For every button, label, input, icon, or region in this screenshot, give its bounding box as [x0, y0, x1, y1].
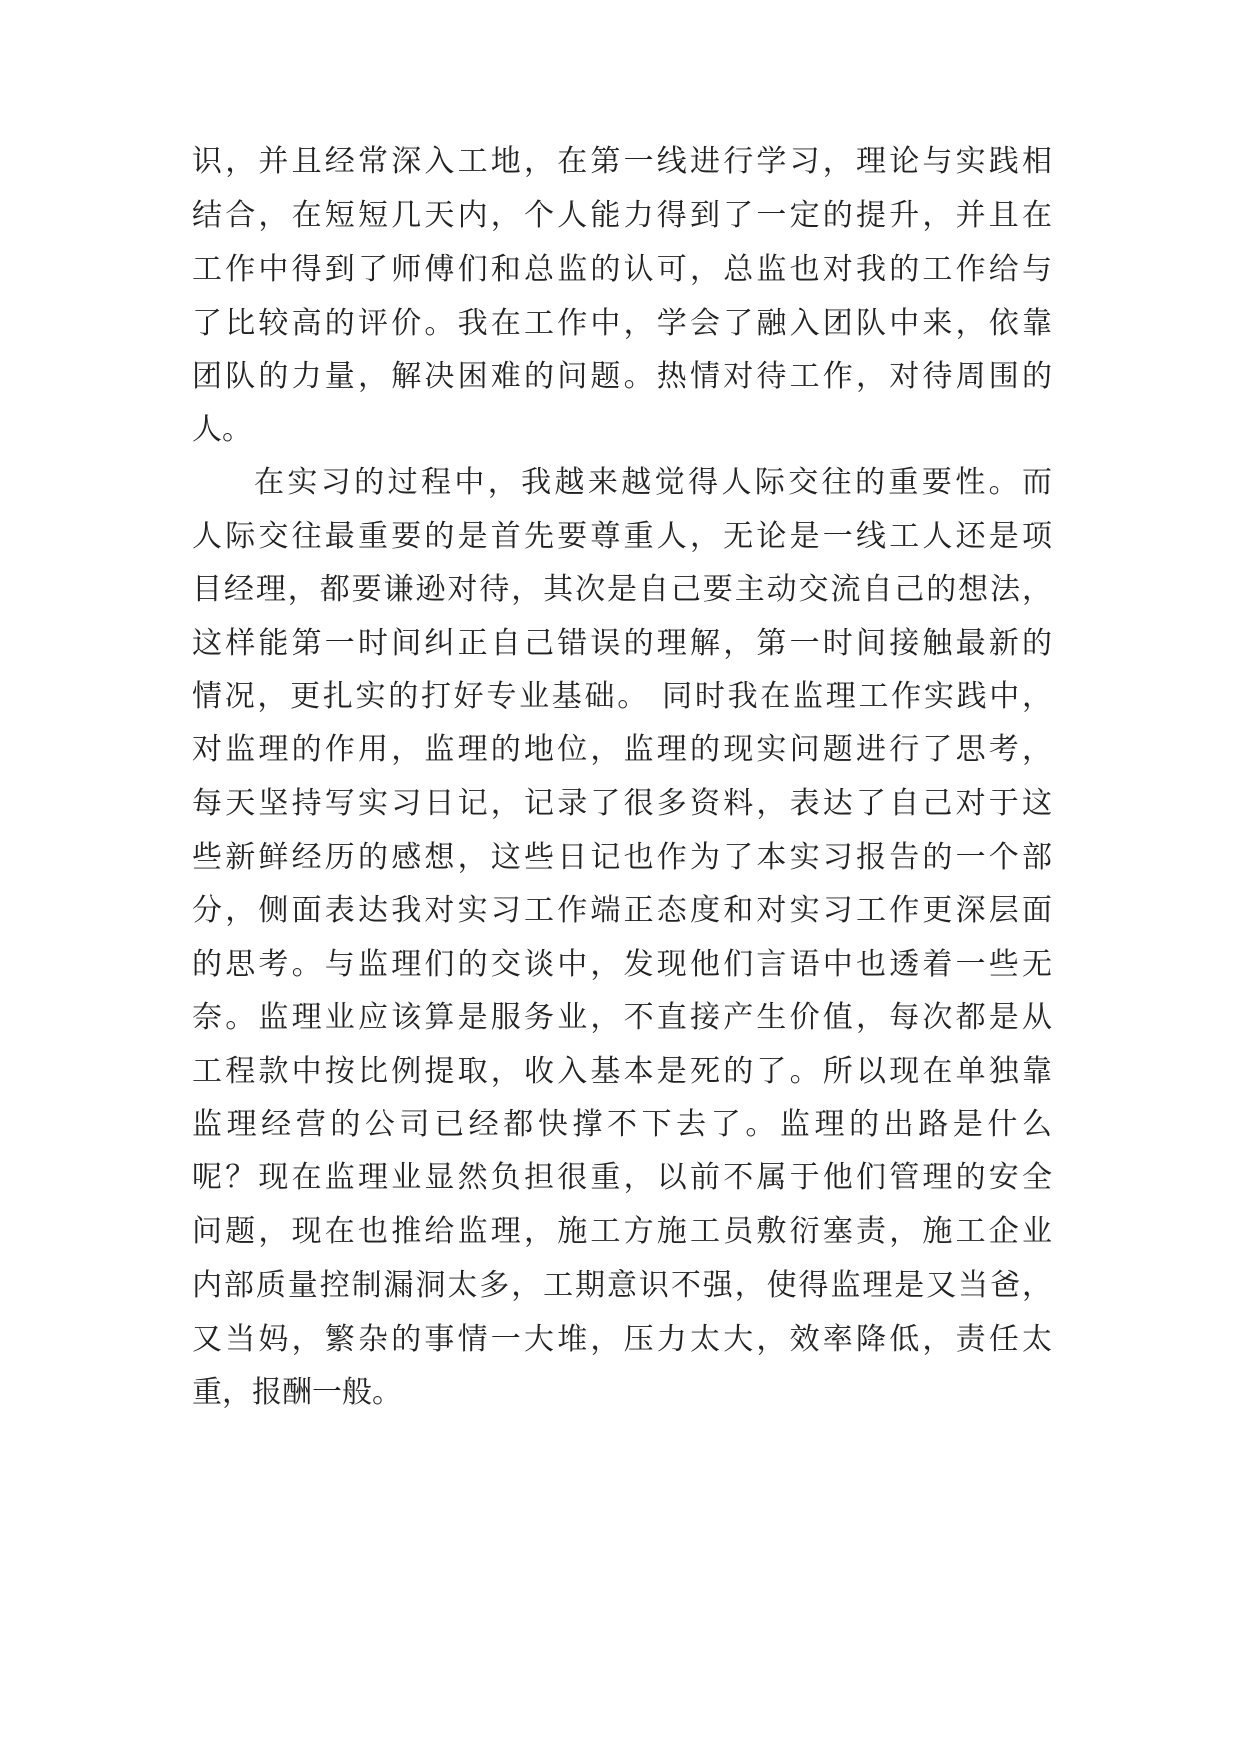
paragraph-2-line-12: 工程款中按比例提取，收入基本是死的了。所以现在单独靠	[192, 1054, 1052, 1089]
paragraph-1-line-1: 识，并且经常深入工地，在第一线进行学习，理论与实践相	[192, 144, 1052, 179]
paragraph-2-line-1: 在实习的过程中，我越来越觉得人际交往的重要性。而	[254, 465, 1052, 500]
paragraph-2-line-10: 的思考。与监理们的交谈中，发现他们言语中也透着一些无	[192, 947, 1052, 982]
paragraph-2-line-9: 分，侧面表达我对实习工作端正态度和对实习工作更深层面	[192, 893, 1052, 928]
paragraph-2-line-7: 每天坚持写实习日记，记录了很多资料，表达了自己对于这	[192, 786, 1052, 821]
paragraph-2-line-17: 又当妈，繁杂的事情一大堆，压力太大，效率降低，责任太	[192, 1322, 1052, 1357]
paragraph-2-line-16: 内部质量控制漏洞太多，工期意识不强，使得监理是又当爸，	[192, 1268, 1052, 1303]
paragraph-2-line-18: 重，报酬一般。	[192, 1375, 402, 1410]
paragraph-2-line-8: 些新鲜经历的感想，这些日记也作为了本实习报告的一个部	[192, 840, 1052, 875]
paragraph-1-line-2: 结合，在短短几天内，个人能力得到了一定的提升，并且在	[192, 198, 1052, 233]
paragraph-1-line-4: 了比较高的评价。我在工作中，学会了融入团队中来，依靠	[192, 306, 1052, 341]
paragraph-1-line-3: 工作中得到了师傅们和总监的认可，总监也对我的工作给与	[192, 252, 1052, 287]
paragraph-2-line-3: 目经理，都要谦逊对待，其次是自己要主动交流自己的想法，	[192, 572, 1052, 607]
paragraph-2-line-5: 情况，更扎实的打好专业基础。 同时我在监理工作实践中，	[192, 679, 1052, 714]
paragraph-2-line-6: 对监理的作用，监理的地位，监理的现实问题进行了思考，	[192, 732, 1052, 767]
paragraph-1-line-6: 人。	[192, 412, 252, 447]
paragraph-2-line-2: 人际交往最重要的是首先要尊重人，无论是一线工人还是项	[192, 519, 1052, 554]
paragraph-2-line-4: 这样能第一时间纠正自己错误的理解，第一时间接触最新的	[192, 626, 1052, 661]
paragraph-2-line-11: 奈。监理业应该算是服务业，不直接产生价值，每次都是从	[192, 1000, 1052, 1035]
paragraph-1-line-5: 团队的力量，解决困难的问题。热情对待工作，对待周围的	[192, 359, 1052, 394]
paragraph-2-line-15: 问题，现在也推给监理，施工方施工员敷衍塞责，施工企业	[192, 1214, 1052, 1249]
paragraph-2-line-14: 呢？现在监理业显然负担很重，以前不属于他们管理的安全	[192, 1160, 1052, 1195]
paragraph-2-line-13: 监理经营的公司已经都快撑不下去了。监理的出路是什么	[192, 1107, 1052, 1142]
